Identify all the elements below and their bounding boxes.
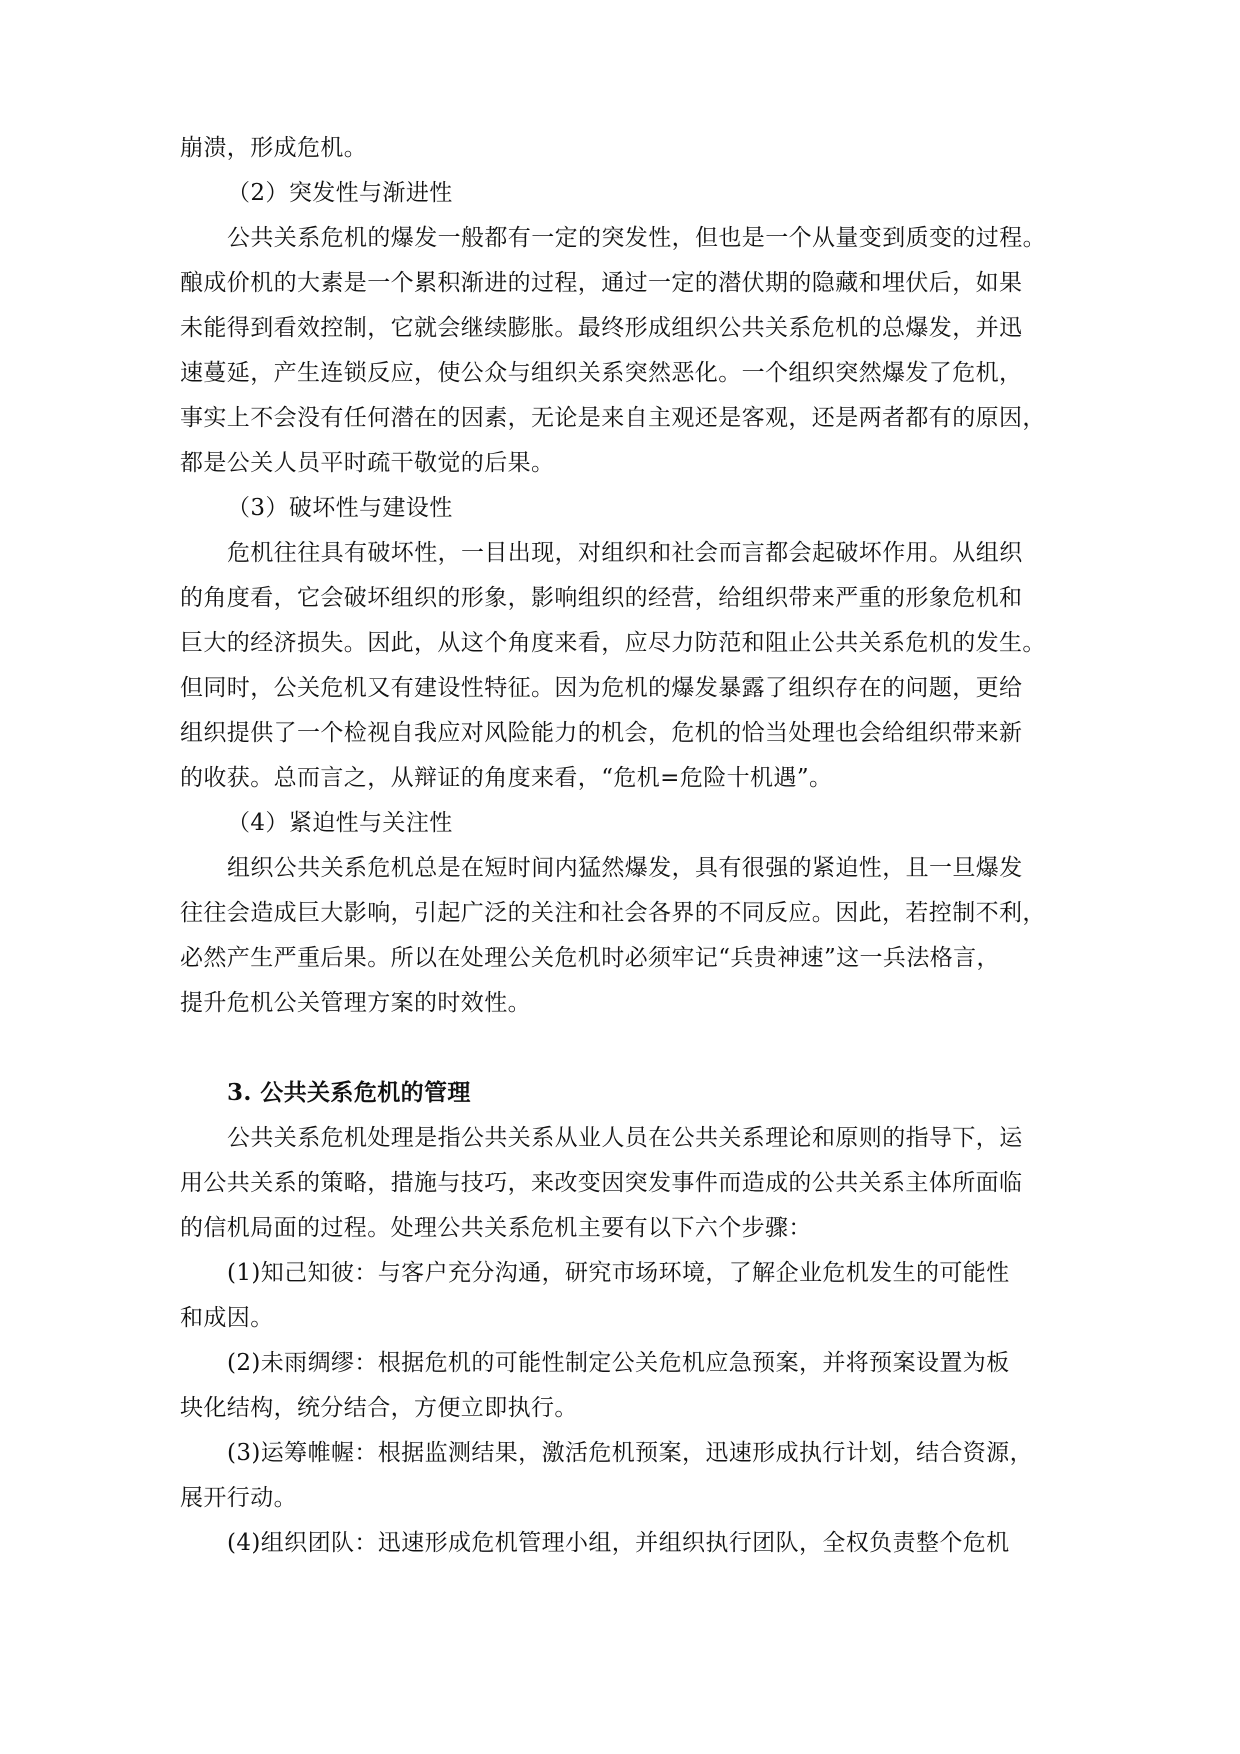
paragraph-line: 提升危机公关管理方案的时效性。 [180,990,531,1016]
paragraph-line: 公共关系危机的爆发一般都有一定的突发性，但也是一个从量变到质变的过程。 [227,225,1046,251]
paragraph-line: 公共关系危机处理是指公共关系从业人员在公共关系理论和原则的指导下，运 [227,1125,1023,1151]
paragraph-line: 必然产生严重后果。所以在处理公关危机时必须牢记“兵贵神速”这一兵法格言， [180,945,1000,971]
paragraph-line: 组织公共关系危机总是在短时间内猛然爆发，具有很强的紧迫性，且一旦爆发 [227,855,1023,881]
paragraph-line: 事实上不会没有任何潜在的因素，无论是来自主观还是客观，还是两者都有的原因， [180,405,1046,431]
paragraph-line: 酿成价机的大素是一个累积渐进的过程，通过一定的潜伏期的隐藏和埋伏后，如果 [180,270,1023,296]
step-line: (2)未雨绸缪：根据危机的可能性制定公关危机应急预案，并将预案设置为板 [227,1350,1010,1376]
paragraph-line: 但同时，公关危机又有建设性特征。因为危机的爆发暴露了组织存在的问题，更给 [180,675,1023,701]
paragraph-line: 速蔓延，产生连锁反应，使公众与组织关系突然恶化。一个组织突然爆发了危机， [180,360,1023,386]
paragraph-line: 都是公关人员平时疏干敬觉的后果。 [180,450,555,476]
paragraph-line: 巨大的经济损失。因此，从这个角度来看，应尽力防范和阻止公共关系危机的发生。 [180,630,1046,656]
step-line: 块化结构，统分结合，方便立即执行。 [180,1395,578,1421]
subsection-title: （2）突发性与渐进性 [227,180,453,206]
paragraph-line: 崩溃，形成危机。 [180,135,368,161]
paragraph-line: 危机往往具有破坏性，一目出现，对组织和社会而言都会起破坏作用。从组织 [227,540,1023,566]
step-line: (4)组织团队：迅速形成危机管理小组，并组织执行团队，全权负责整个危机 [227,1530,1010,1556]
paragraph-line: 的收获。总而言之，从辩证的角度来看，“危机=危险十机遇”。 [180,765,833,791]
subsection-title: （4）紧迫性与关注性 [227,810,453,836]
subsection-title: （3）破坏性与建设性 [227,495,453,521]
step-line: 和成因。 [180,1305,274,1331]
step-line: 展开行动。 [180,1485,297,1511]
paragraph-line: 用公共关系的策略，措施与技巧，来改变因突发事件而造成的公共关系主体所面临 [180,1170,1023,1196]
paragraph-line: 未能得到看效控制，它就会继续膨胀。最终形成组织公共关系危机的总爆发，并迅 [180,315,1023,341]
paragraph-line: 的信机局面的过程。处理公共关系危机主要有以下六个步骤： [180,1215,812,1241]
step-line: (1)知己知彼：与客户充分沟通，研究市场环境，了解企业危机发生的可能性 [227,1260,1010,1286]
paragraph-line: 的角度看，它会破坏组织的形象，影响组织的经营，给组织带来严重的形象危机和 [180,585,1023,611]
step-line: (3)运筹帷幄：根据监测结果，激活危机预案，迅速形成执行计划，结合资源， [227,1440,1033,1466]
paragraph-line: 往往会造成巨大影响，引起广泛的关注和社会各界的不同反应。因此，若控制不利， [180,900,1046,926]
section-heading: 3. 公共关系危机的管理 [227,1079,471,1106]
paragraph-line: 组织提供了一个检视自我应对风险能力的机会，危机的恰当处理也会给组织带来新 [180,720,1023,746]
